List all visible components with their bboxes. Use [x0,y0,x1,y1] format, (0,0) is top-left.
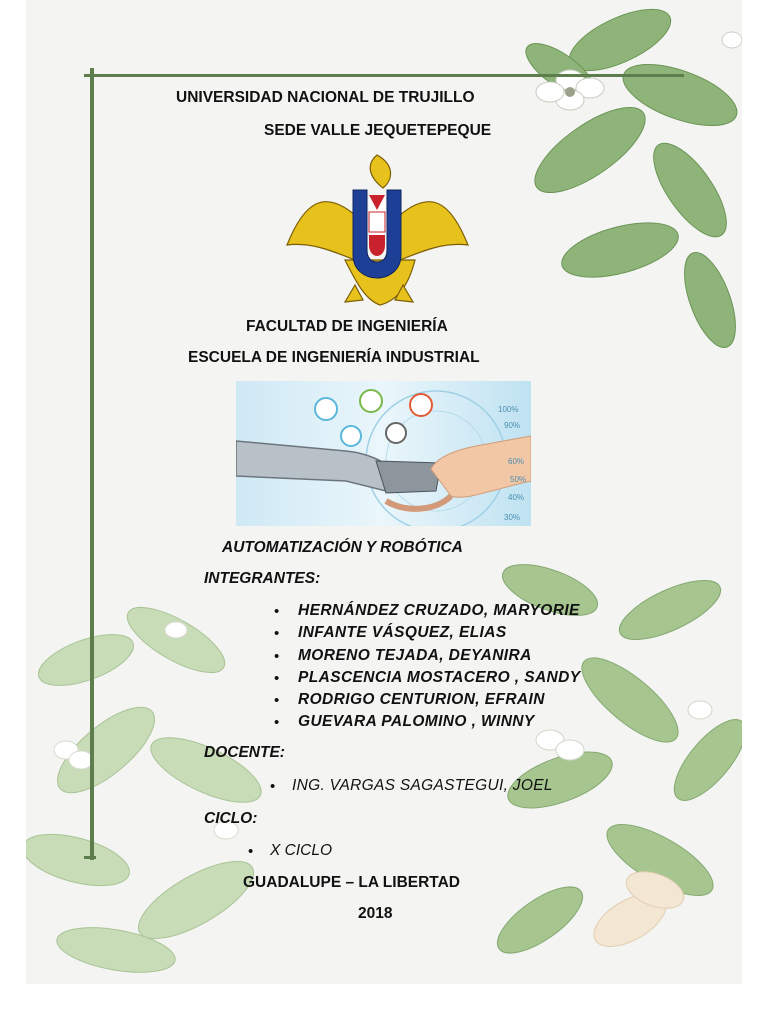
campus-name: SEDE VALLE JEQUETEPEQUE [264,122,492,139]
bullet-icon: • [274,692,280,709]
banner-percent-2: 90% [504,421,521,430]
leaves-top-right-decoration [470,0,742,370]
school-name: ESCUELA DE INGENIERÍA INDUSTRIAL [188,349,480,366]
bullet-icon: • [274,625,280,642]
bottom-margin [0,984,768,1024]
bullet-icon: • [248,843,254,860]
university-name: UNIVERSIDAD NACIONAL DE TRUJILLO [176,89,475,106]
banner-percent-3: 60% [508,457,525,466]
banner-percent-5: 40% [508,493,525,502]
member-item: HERNÁNDEZ CRUZADO, MARYORIE [298,602,580,619]
frame-vertical-line [90,68,94,860]
faculty-name: FACULTAD DE INGENIERÍA [246,318,448,335]
banner-percent-6: 30% [504,513,521,522]
bullet-icon: • [274,603,280,620]
cycle-value: X CICLO [270,842,333,859]
teacher-name: ING. VARGAS SAGASTEGUI, JOEL [292,777,553,794]
member-item: RODRIGO CENTURION, EFRAIN [298,691,545,708]
cycle-label: CICLO: [204,810,258,827]
member-item: INFANTE VÁSQUEZ, ELIAS [298,624,507,641]
member-item: MORENO TEJADA, DEYANIRA [298,647,532,664]
teacher-label: DOCENTE: [204,744,285,761]
bullet-icon: • [270,778,276,795]
frame-horizontal-line [84,74,684,77]
bullet-icon: • [274,670,280,687]
bullet-icon: • [274,648,280,665]
members-label: INTEGRANTES: [204,570,321,587]
bullet-icon: • [274,714,280,731]
leaves-bottom-right-decoration [480,560,742,984]
member-item: GUEVARA PALOMINO , WINNY [298,713,535,730]
banner-percent-1: 100% [498,405,519,414]
leaves-bottom-left-decoration [26,600,286,984]
frame-corner-stub [84,856,96,859]
member-item: PLASCENCIA MOSTACERO , SANDY [298,669,581,686]
course-title: AUTOMATIZACIÓN Y ROBÓTICA [222,539,463,556]
location: GUADALUPE – LA LIBERTAD [243,874,460,891]
university-crest-logo [285,150,470,308]
year: 2018 [358,905,393,922]
banner-percent-4: 50% [510,475,527,484]
robot-handshake-banner [236,381,531,526]
